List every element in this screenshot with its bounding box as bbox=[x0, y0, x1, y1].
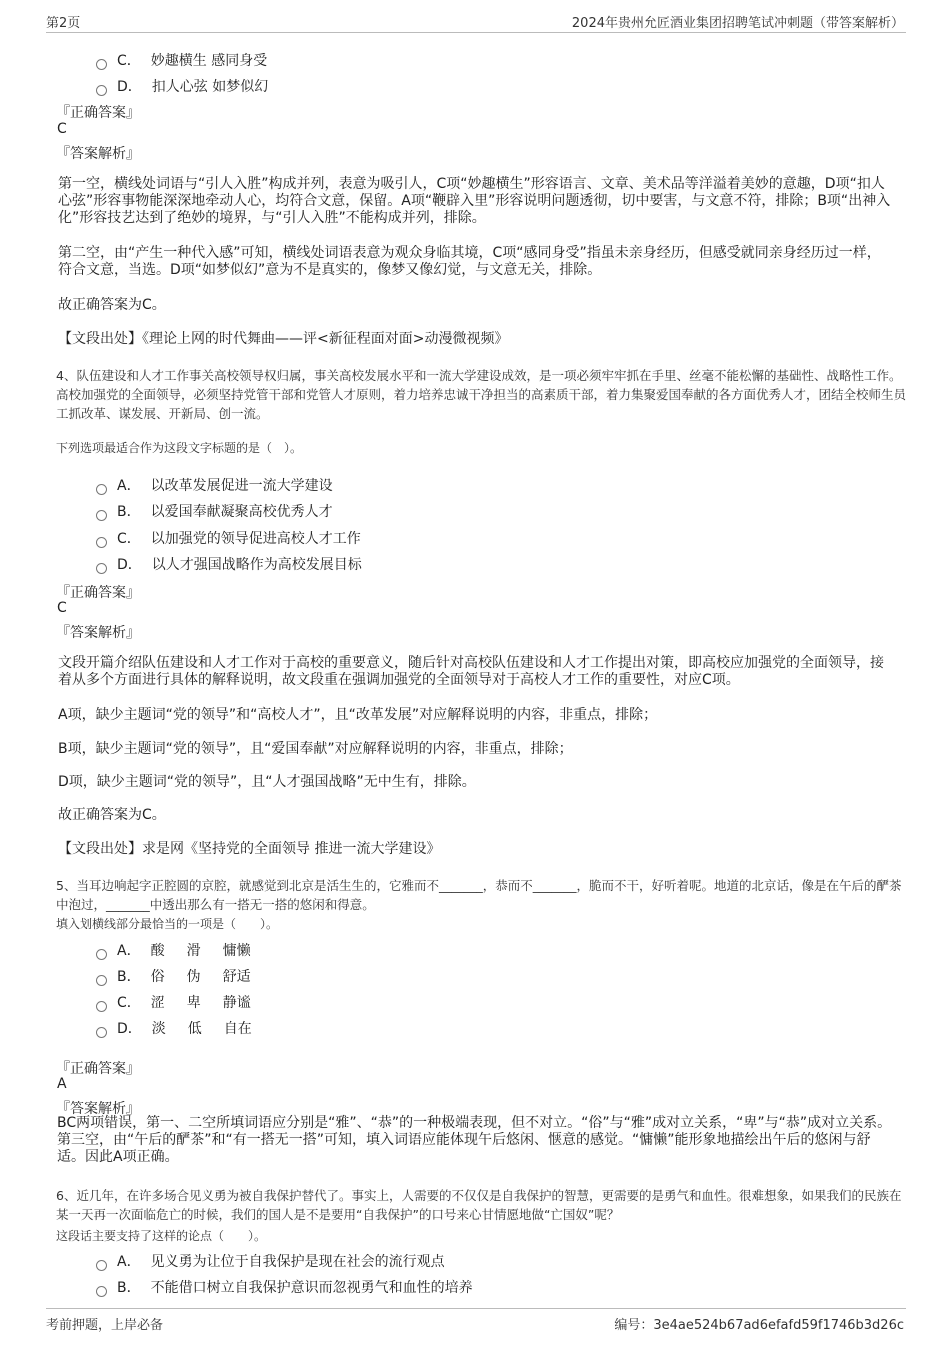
radio-icon[interactable] bbox=[96, 85, 107, 96]
answer-label: 『正确答案』 bbox=[56, 105, 140, 121]
answer-label: 『正确答案』 bbox=[56, 1061, 140, 1077]
analysis-paragraph: 文段开篇介绍队伍建设和人才工作对于高校的重要意义，随后针对高校队伍建设和人才工作提出对策，即高校应加强党的全面领导，接着从多个方面进行具体的解释说明，故文段重在强调加强党的全面领导对于高校人才工作的重要性，对应C项。 bbox=[58, 655, 884, 688]
question-stem: 5、当耳边响起字正腔圆的京腔，就感觉到北京是活生生的，它雅而不_______，恭而不_______，脆而不干，好听着呢。地道的北京话，像是在午后的酽茶中泡过，_______中透出那么有一搭无一搭的悠闲和得意。 bbox=[56, 878, 902, 912]
radio-icon[interactable] bbox=[96, 59, 107, 70]
analysis-paragraph: A项，缺少主题词“党的领导”和“高校人才”，且“改革发展”对应解释说明的内容，非重点，排除； bbox=[58, 707, 658, 723]
radio-icon[interactable] bbox=[96, 1260, 107, 1271]
q4-option-b[interactable]: B． 以爱国奉献凝聚高校优秀人才 bbox=[96, 501, 333, 521]
doc-code bbox=[614, 1314, 904, 1333]
conclusion: 故正确答案为C。 bbox=[58, 297, 166, 313]
header-divider bbox=[46, 32, 906, 33]
analysis-paragraph: 第二空，由“产生一种代入感”可知，横线处词语表意为观众身临其境，C项“感同身受”指虽未亲身经历，但感受就同亲身经历过一样，符合文意，当选。D项“如梦似幻”意为不是真实的，像梦又像幻觉，与文意无关，排除。 bbox=[58, 245, 881, 278]
radio-icon[interactable] bbox=[96, 510, 107, 521]
conclusion: 故正确答案为C。 bbox=[58, 807, 166, 823]
doc-code-value: 3e4ae524b67ad6efafd59f1746b3d26c bbox=[653, 1318, 904, 1333]
analysis-paragraph: D项，缺少主题词“党的领导”，且“人才强国战略”无中生有，排除。 bbox=[58, 774, 476, 790]
answer-label: 『正确答案』 bbox=[56, 585, 140, 601]
q4-option-c[interactable]: C． 以加强党的领导促进高校人才工作 bbox=[96, 528, 361, 548]
question-prompt: 下列选项最适合作为这段文字标题的是（ ）。 bbox=[56, 441, 303, 455]
source-citation: 【文段出处】《理论上网的时代舞曲——评<新征程面对面>动漫微视频》 bbox=[58, 331, 509, 347]
radio-icon[interactable] bbox=[96, 484, 107, 495]
question-stem: 4、队伍建设和人才工作事关高校领导权归属，事关高校发展水平和一流大学建设成效，是一项必须牢牢抓在手里、丝毫不能松懈的基础性、战略性工作。高校加强党的全面领导，必须坚持党管干部和党管人才原则，着力培养忠诚干净担当的高素质干部，着力集聚爱国奉献的各方面优秀人才，团结全校师生员工抓改革、谋发展、开新局、创一流。 bbox=[56, 368, 907, 421]
answer-value: C bbox=[57, 121, 67, 137]
q6-option-b[interactable]: B． 不能借口树立自我保护意识而忽视勇气和血性的培养 bbox=[96, 1277, 473, 1297]
analysis-label: 『答案解析』 bbox=[56, 146, 140, 162]
footer-slogan: 考前押题，上岸必备 bbox=[46, 1318, 164, 1333]
doc-code-label: 编号： bbox=[614, 1318, 654, 1333]
radio-icon[interactable] bbox=[96, 1286, 107, 1297]
page-number: 第2页 bbox=[46, 16, 81, 31]
radio-icon[interactable] bbox=[96, 1001, 107, 1012]
analysis-paragraph: B项，缺少主题词“党的领导”，且“爱国奉献”对应解释说明的内容，非重点，排除； bbox=[58, 741, 573, 757]
q5-option-b[interactable]: B． 俗 伪 舒适 bbox=[96, 966, 273, 986]
radio-icon[interactable] bbox=[96, 537, 107, 548]
radio-icon[interactable] bbox=[96, 975, 107, 986]
footer-divider bbox=[46, 1308, 906, 1309]
radio-icon[interactable] bbox=[96, 1027, 107, 1038]
source-citation: 【文段出处】求是网《坚持党的全面领导 推进一流大学建设》 bbox=[58, 841, 441, 857]
q5-option-a[interactable]: A． 酸 滑 慵懒 bbox=[96, 940, 273, 960]
radio-icon[interactable] bbox=[96, 563, 107, 574]
question-stem: 6、近几年，在许多场合见义勇为被自我保护替代了。事实上，人需要的不仅仅是自我保护的智慧，更需要的是勇气和血性。很难想象，如果我们的民族在某一天再一次面临危亡的时候，我们的国人是不是要用“自我保护”的口号来心甘情愿地做“亡国奴”呢？ bbox=[56, 1188, 902, 1222]
q3-option-c[interactable]: C． 妙趣横生 感同身受 bbox=[96, 50, 267, 70]
q5-option-c[interactable]: C． 涩 卑 静谧 bbox=[96, 992, 273, 1012]
q4-option-d[interactable]: D． 以人才强国战略作为高校发展目标 bbox=[96, 554, 362, 574]
analysis-label: 『答案解析』 bbox=[56, 1101, 140, 1117]
q3-option-d[interactable]: D． 扣人心弦 如梦似幻 bbox=[96, 76, 268, 96]
analysis-label: 『答案解析』 bbox=[56, 625, 140, 641]
question-prompt: 这段话主要支持了这样的论点（ ）。 bbox=[56, 1229, 267, 1243]
question-prompt: 填入划横线部分最恰当的一项是（ ）。 bbox=[56, 917, 279, 931]
doc-title: 2024年贵州允匠酒业集团招聘笔试冲刺题（带答案解析） bbox=[571, 16, 904, 31]
analysis-paragraph: BC两项错误，第一、二空所填词语应分别是“雅”、“恭”的一种极端表现，但不对立。“俗”与“雅”成对立关系，“卑”与“恭”成对立关系。第三空，由“午后的酽茶”和“有一搭无一搭”可知，填入词语应能体现午后悠闲、惬意的感觉。“慵懒”能形象地描绘出午后的悠闲与舒适。因此A项正确。 bbox=[57, 1115, 892, 1165]
radio-icon[interactable] bbox=[96, 949, 107, 960]
q5-option-d[interactable]: D． 淡 低 自在 bbox=[96, 1018, 274, 1038]
answer-value: A bbox=[57, 1076, 67, 1092]
q4-option-a[interactable]: A． 以改革发展促进一流大学建设 bbox=[96, 475, 333, 495]
analysis-paragraph: 第一空，横线处词语与“引人入胜”构成并列，表意为吸引人，C项“妙趣横生”形容语言、文章、美术品等洋溢着美妙的意趣，D项“扣人心弦”形容事物能深深地牵动人心，均符合文意，保留。A项“鞭辟入里”形容说明问题透彻，切中要害，与文意不符，排除；B项“出神入化”形容技艺达到了绝妙的境界，与“引人入胜”不能构成并列，排除。 bbox=[58, 176, 891, 226]
q6-option-a[interactable]: A． 见义勇为让位于自我保护是现在社会的流行观点 bbox=[96, 1251, 445, 1271]
answer-value: C bbox=[57, 600, 67, 616]
